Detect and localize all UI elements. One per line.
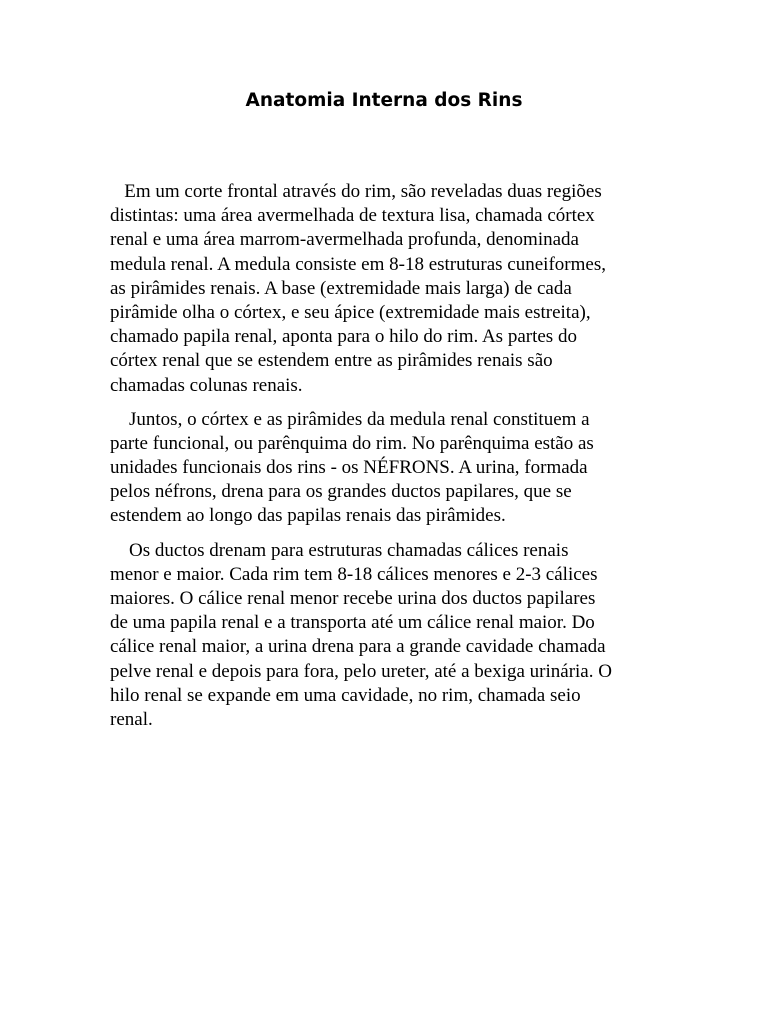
text-line: parte funcional, ou parênquima do rim. No parênquima estão as	[110, 432, 594, 454]
text-line: medula renal. A medula consiste em 8-18 estruturas cuneiformes,	[110, 253, 606, 275]
text-line: pelve renal e depois para fora, pelo ureter, até a bexiga urinária. O	[110, 660, 612, 682]
document-body	[110, 180, 666, 742]
text-line: hilo renal se expande em uma cavidade, no rim, chamada seio	[110, 684, 581, 706]
text-line: menor e maior. Cada rim tem 8-18 cálices menores e 2-3 cálices	[110, 563, 598, 585]
text-line: chamado papila renal, aponta para o hilo do rim. As partes do	[110, 326, 577, 348]
text-line: renal e uma área marrom-avermelhada profunda, denominada	[110, 229, 579, 251]
text-line: as pirâmides renais. A base (extremidade mais larga) de cada	[110, 277, 572, 299]
text-line: maiores. O cálice renal menor recebe urina dos ductos papilares	[110, 588, 596, 609]
page-title: Anatomia Interna dos Rins	[245, 90, 523, 111]
paragraph-1	[110, 180, 666, 398]
text-line: chamadas colunas renais.	[110, 374, 303, 396]
text-line: renal.	[110, 708, 153, 730]
text-line: Juntos, o córtex e as pirâmides da medula renal constituem a	[110, 408, 590, 430]
text-line: córtex renal que se estendem entre as pirâmides renais são	[110, 350, 553, 372]
text-line: Os ductos drenam para estruturas chamadas cálices renais	[110, 539, 569, 561]
text-line: Em um corte frontal através do rim, são reveladas duas regiões	[110, 181, 602, 202]
text-line: estendem ao longo das papilas renais das pirâmides.	[110, 505, 506, 527]
text-line: pirâmide olha o córtex, e seu ápice (extremidade mais estreita),	[110, 301, 591, 323]
text-line: pelos néfrons, drena para os grandes ductos papilares, que se	[110, 481, 572, 503]
text-line: de uma papila renal e a transporta até um cálice renal maior. Do	[110, 612, 595, 634]
paragraph-3	[110, 539, 666, 733]
text-line: cálice renal maior, a urina drena para a grande cavidade chamada	[110, 636, 606, 658]
text-line: distintas: uma área avermelhada de textura lisa, chamada córtex	[110, 205, 595, 227]
text-line: unidades funcionais dos rins - os NÉFRONS. A urina, formada	[110, 457, 588, 479]
paragraph-2	[110, 408, 666, 529]
